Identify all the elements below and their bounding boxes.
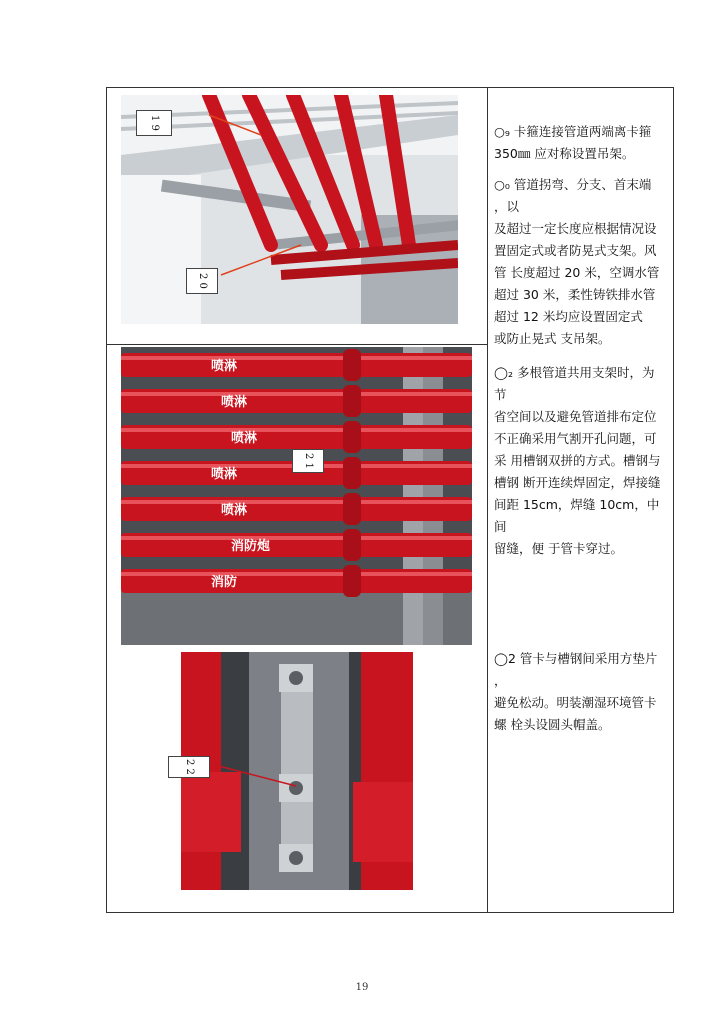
- pipe-coupling: [343, 493, 361, 525]
- pipe-label: 喷淋: [221, 395, 248, 410]
- note-line: 或防止晃式 支吊架。: [494, 331, 611, 346]
- note-square-washer: [494, 648, 666, 736]
- pipe-coupling: [343, 457, 361, 489]
- note-line: 不正确采用气割开孔问题，可: [494, 431, 657, 446]
- note-line: ◯2 管卡与槽钢间采用方垫片: [494, 651, 658, 666]
- pipe-coupling: [343, 565, 361, 597]
- note-line: 槽钢 断开连续焊固定，焊接缝: [494, 475, 661, 490]
- pipe-label: 喷淋: [231, 431, 258, 446]
- note-line: 超过 12 米均应设置固定式: [494, 309, 643, 324]
- pipe-label: 消防炮: [231, 539, 271, 554]
- pipe-coupling: [343, 529, 361, 561]
- pipe-label: 喷淋: [221, 503, 248, 518]
- note-clamp-hanger: [494, 121, 666, 165]
- pipe-coupling: [343, 421, 361, 453]
- note-line: 超过 30 米，柔性铸铁排水管: [494, 287, 656, 302]
- page-number: 19: [355, 982, 369, 993]
- table-row-divider: [106, 344, 488, 345]
- note-line: 置固定式或者防晃式支架。风: [494, 243, 657, 258]
- note-line: ○₉ 卡箍连接管道两端离卡箍: [494, 124, 652, 139]
- note-line: 留缝，便 于管卡穿过。: [494, 541, 623, 556]
- note-line: ◯₂ 多根管道共用支架时，为: [494, 365, 655, 380]
- note-line: 避免松动。明装潮湿环境管卡: [494, 695, 657, 710]
- note-line: ，以: [494, 199, 520, 214]
- callout-label-19: 1 9: [136, 110, 172, 136]
- photo-clamp-square-washer: [181, 652, 413, 890]
- note-line: 间距 15cm，焊缝 10cm，中间: [494, 497, 660, 534]
- pipe-label: 消防: [211, 575, 238, 590]
- note-line: 及超过一定长度应根据情况设: [494, 221, 657, 236]
- note-line: 省空间以及避免管道排布定位: [494, 409, 657, 424]
- pipe-coupling: [343, 385, 361, 417]
- pipe-coupling: [343, 349, 361, 381]
- note-line: ○₀ 管道拐弯、分支、首末端: [494, 177, 652, 192]
- note-line: 采 用槽钢双拼的方式。槽钢与: [494, 453, 661, 468]
- photo-channel-steel-double: [121, 347, 472, 645]
- note-line: 350㎜ 应对称设置吊架。: [494, 146, 635, 161]
- table-column-divider: [487, 87, 488, 913]
- note-fixed-support: [494, 174, 666, 350]
- callout-label-20: 2 0: [186, 268, 218, 294]
- pipe-label: 喷淋: [211, 467, 238, 482]
- note-line: 螺 栓头设圆头帽盖。: [494, 717, 611, 732]
- note-line: 管 长度超过 20 米，空调水管: [494, 265, 660, 280]
- callout-label-22: 2 2: [168, 756, 210, 778]
- note-line: 节: [494, 387, 507, 402]
- callout-label-21: 2 1: [292, 449, 324, 473]
- note-line: ，: [494, 673, 507, 688]
- note-shared-support: [494, 362, 666, 560]
- pipe-label: 喷淋: [211, 359, 238, 374]
